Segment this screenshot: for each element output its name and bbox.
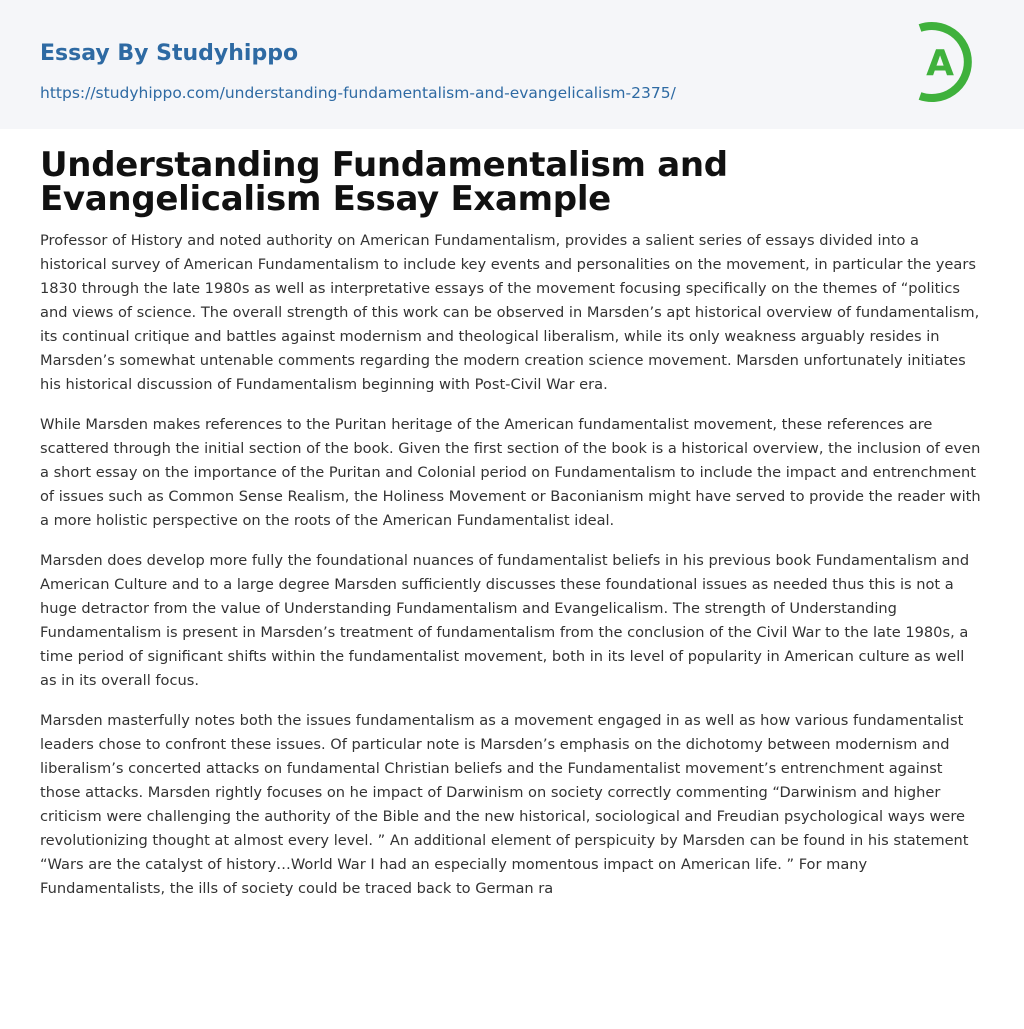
- article-paragraph: While Marsden makes references to the Puritan heritage of the American fundamentalist movement, these references are scattered through the initial section of the book. Given the first section of the book is a historical overview, the inclusion of even a short essay on the importance of the Puritan and Colonial period on Fundamentalism to include the impact and entrenchment of issues such as Common Sense Realism, the Holiness Movement or Baconianism might have served to provide the reader with a more holistic perspective on the roots of the American Fundamentalist ideal.: [40, 416, 981, 529]
- article-paragraph: Marsden masterfully notes both the issues fundamentalism as a movement engaged in as well as how various fundamentalist leaders chose to confront these issues. Of particular note is Marsden’s emphasis on the dichotomy between modernism and liberalism’s concerted attacks on fundamental Christian beliefs and the Fundamentalist movement’s entrenchment against those attacks. Marsden rightly focuses on he impact of Darwinism on society correctly commenting “Darwinism and higher criticism were challenging the authority of the Bible and the new historical, sociological and Freudian psychological ways were revolutionizing thought at almost every level. ” An additional element of perspicuity by Marsden can be found in his statement “Wars are the catalyst of history…World War I had an especially momentous impact on American life. ” For many Fundamentalists, the ills of society could be traced back to German ra: [40, 712, 969, 897]
- site-brand-title[interactable]: Essay By Studyhippo: [40, 41, 299, 66]
- page-url-link[interactable]: https://studyhippo.com/understanding-fundamentalism-and-evangelicalism-2375/: [40, 84, 676, 102]
- article-title: Understanding Fundamentalism and Evangelicalism Essay Example: [40, 145, 728, 219]
- article-paragraph: Marsden does develop more fully the foundational nuances of fundamentalist beliefs in his previous book Fundamentalism and American Culture and to a large degree Marsden sufficiently discusses these foundational issues as needed thus this is not a huge detractor from the value of Understanding Fundamentalism and Evangelicalism. The strength of Understanding Fundamentalism is present in Marsden’s treatment of fundamentalism from the conclusion of the Civil War to the late 1980s, a time period of significant shifts within the fundamentalist movement, both in its level of popularity in American culture as well as in its overall focus.: [40, 552, 970, 689]
- site-header: [0, 0, 1024, 129]
- article-paragraph: Professor of History and noted authority on American Fundamentalism, provides a salient series of essays divided into a historical survey of American Fundamentalism to include key events and personalities on the movement, in particular the years 1830 through the late 1980s as well as interpretative essays of the movement focusing specifically on the themes of “politics and views of science. The overall strength of this work can be observed in Marsden’s apt historical overview of fundamentalism, its continual critique and battles against modernism and theological liberalism, while its only weakness arguably resides in Marsden’s somewhat untenable comments regarding the modern creation science movement. Marsden unfortunately initiates his historical discussion of Fundamentalism beginning with Post-Civil War era.: [40, 232, 980, 393]
- article-body: [40, 145, 984, 901]
- logo-letter: A: [926, 43, 954, 84]
- studyhippo-logo-icon[interactable]: [908, 18, 988, 106]
